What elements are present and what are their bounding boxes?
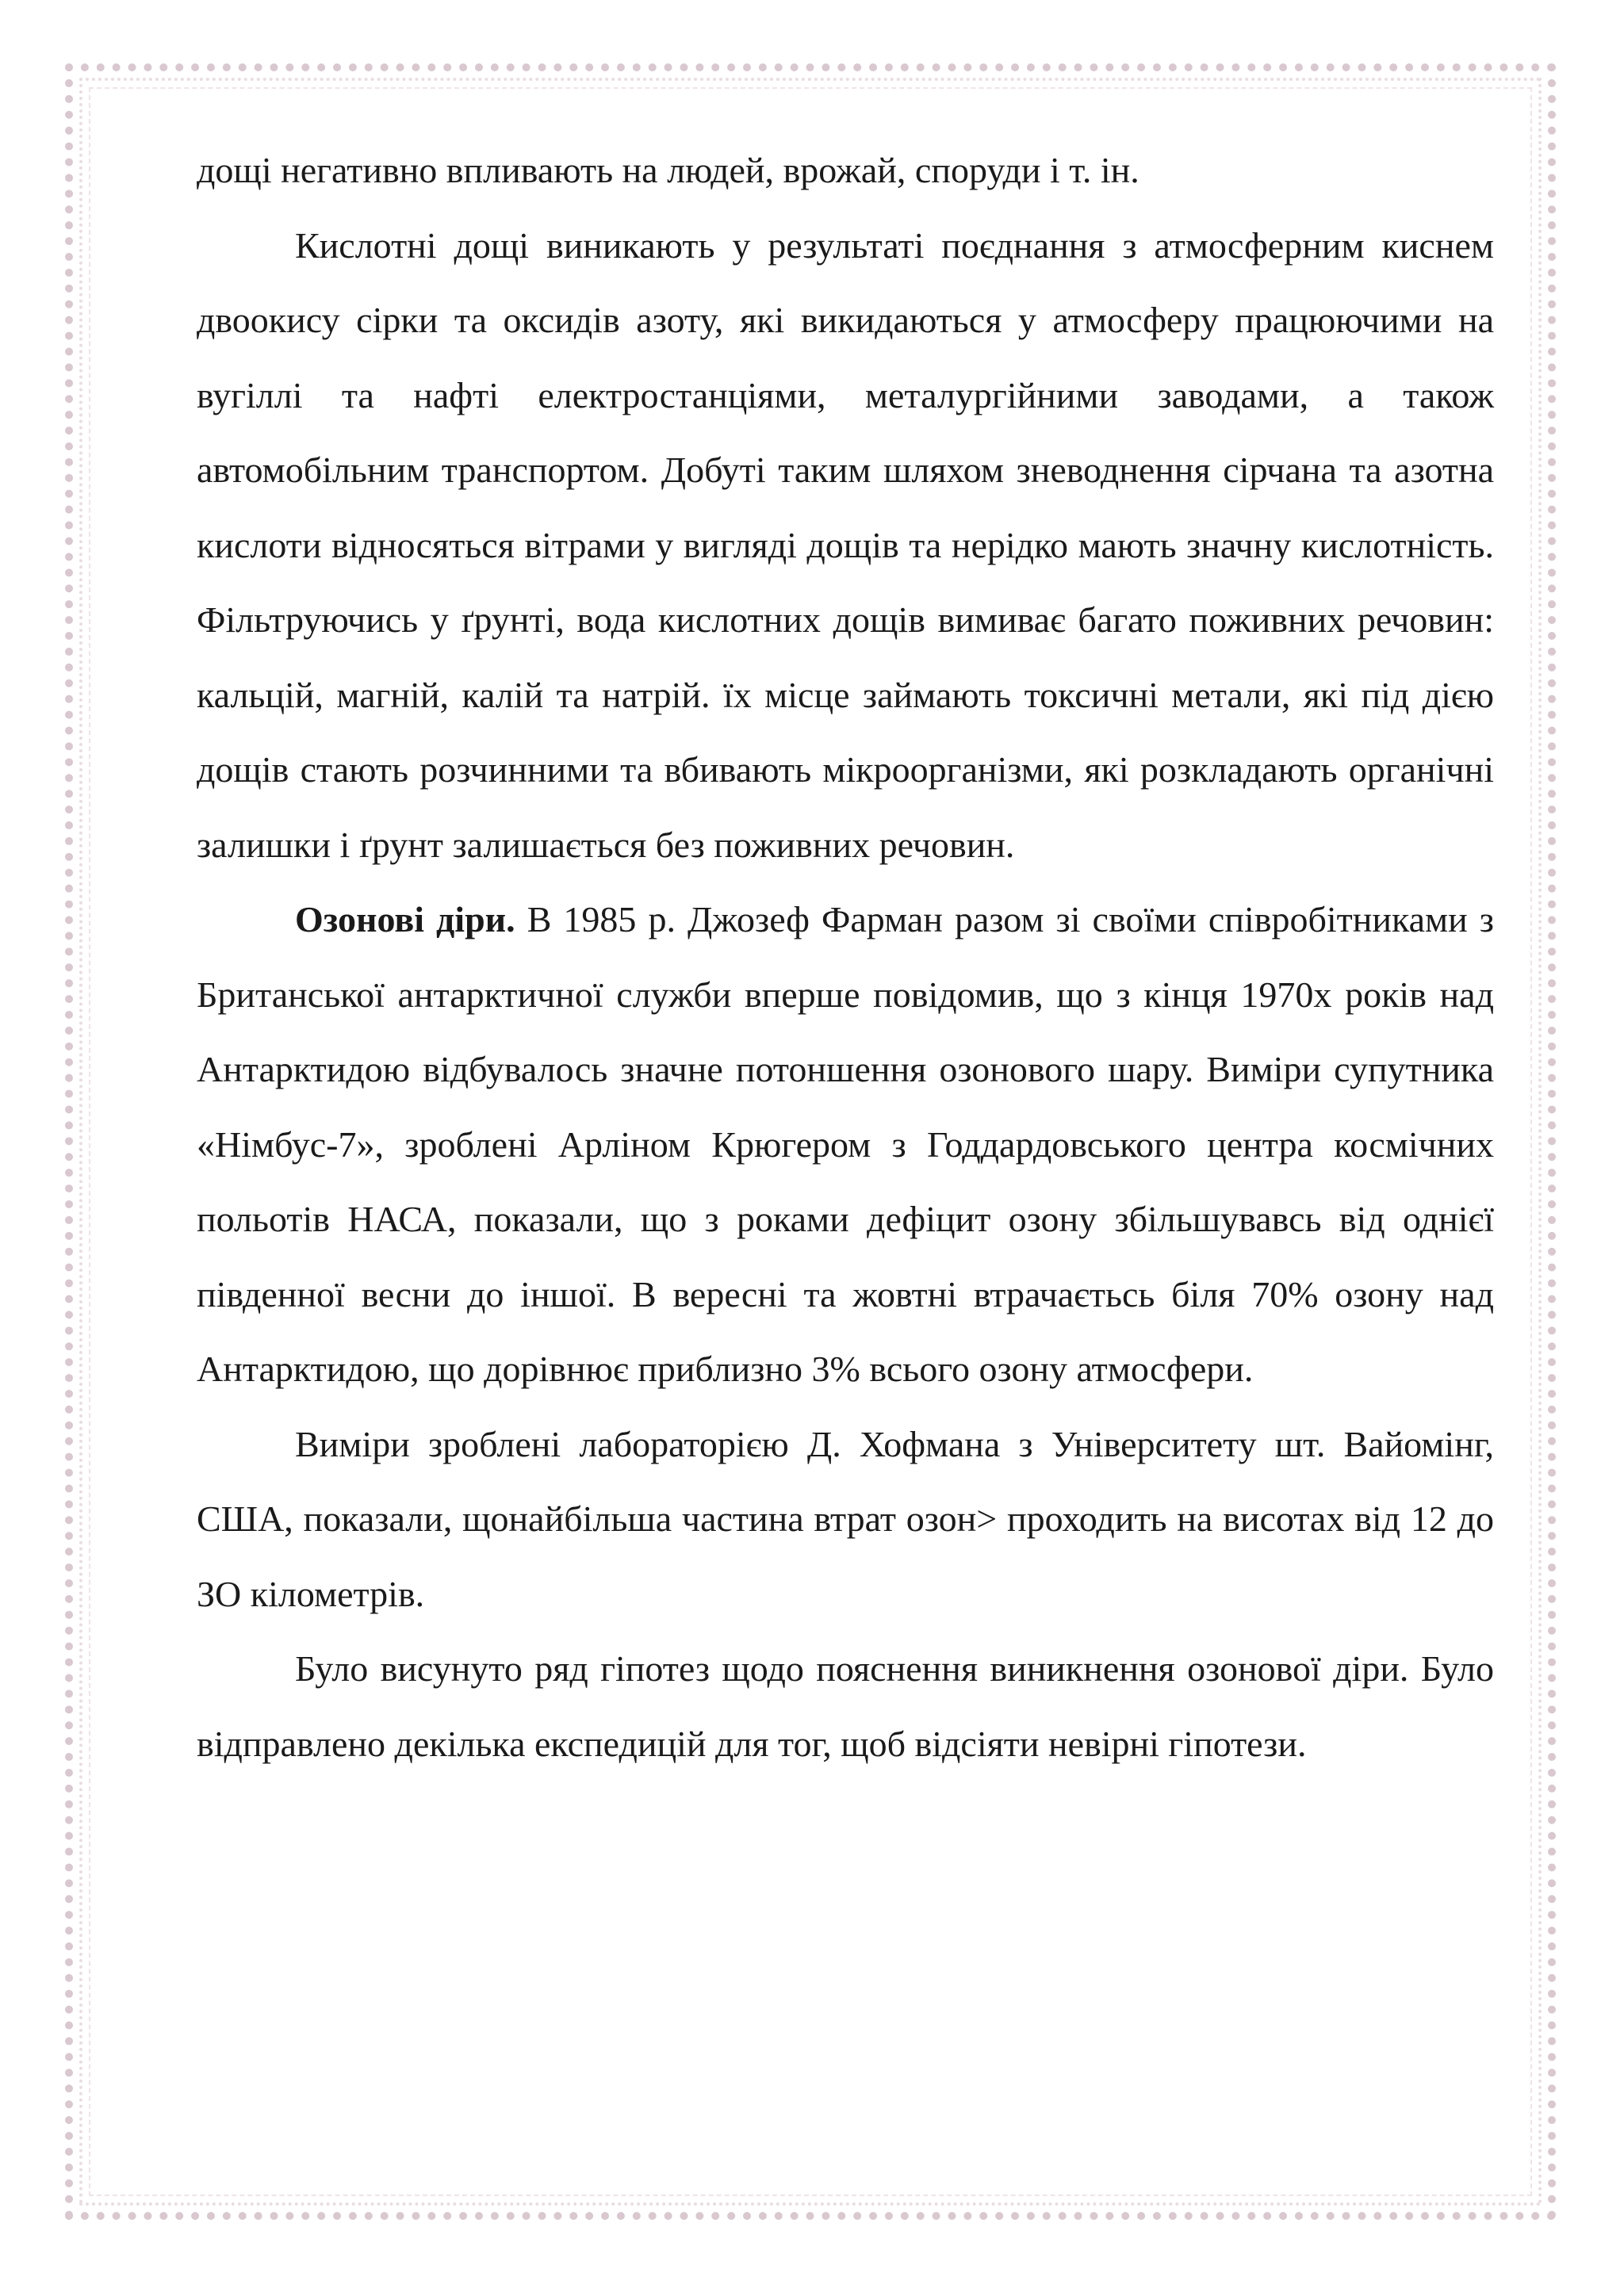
paragraph-4: Виміри зроблені лабораторією Д. Хофмана з Університету шт. Вайомінг, США, показали, щонайбільша частина втрат озон> проходить на висотах від 12 до ЗО кілометрів. <box>197 1423 1494 1614</box>
paragraph-2: Кислотні дощі виникають у результаті поєднання з атмосферним киснем двоокису сірки та оксидів азоту, які викидаються у атмосферу працюючими на вугіллі та нафті електростанціями, металургійними заводами, а також автомобільним транспортом. Добуті таким шляхом зневоднення сірчана та азотна кислоти відносяться вітрами у вигляді дощів та нерідко мають значну кислотність. Фільтруючись у ґрунті, вода кислотних дощів вимиває багато поживних речовин: кальцій, магній, калій та натрій. їх місце займають токсичні метали, які під дією дощів стають розчинними та вбивають мікроорганізми, які розкладають органічні залишки і ґрунт залишається без поживних речовин. <box>197 224 1494 865</box>
paragraph-1: дощі негативно впливають на людей, врожай, споруди і т. ін. <box>197 150 1139 190</box>
paragraph-3-text: В 1985 р. Джозеф Фарман разом зі своїми співробітниками з Британської антарктичної служби вперше повідомив, що з кінця 1970х років над Антарктидою відбувалось значне потоншення озонового шару. Виміри супутника «Німбус-7», зроблені Арліном Крюгером з Годдардовського центра космічних польотів НАСА, показали, що з роками дефіцит озону збільшувавсь від однієї південної весни до іншої. В вересні та жовтні втрачаєтьсь біля 70% озону над Антарктидою, що дорівнює приблизно 3% всього озону атмосфери. <box>197 899 1494 1389</box>
paragraph-5: Було висунуто ряд гіпотез щодо пояснення виникнення озонової діри. Було відправлено декілька експедицій для тог, щоб відсіяти невірні гіпотези. <box>197 1648 1494 1764</box>
ozone-holes-heading: Озонові діри. <box>295 899 515 939</box>
paragraph-3 <box>197 882 1494 1407</box>
document-body <box>197 133 1494 1781</box>
